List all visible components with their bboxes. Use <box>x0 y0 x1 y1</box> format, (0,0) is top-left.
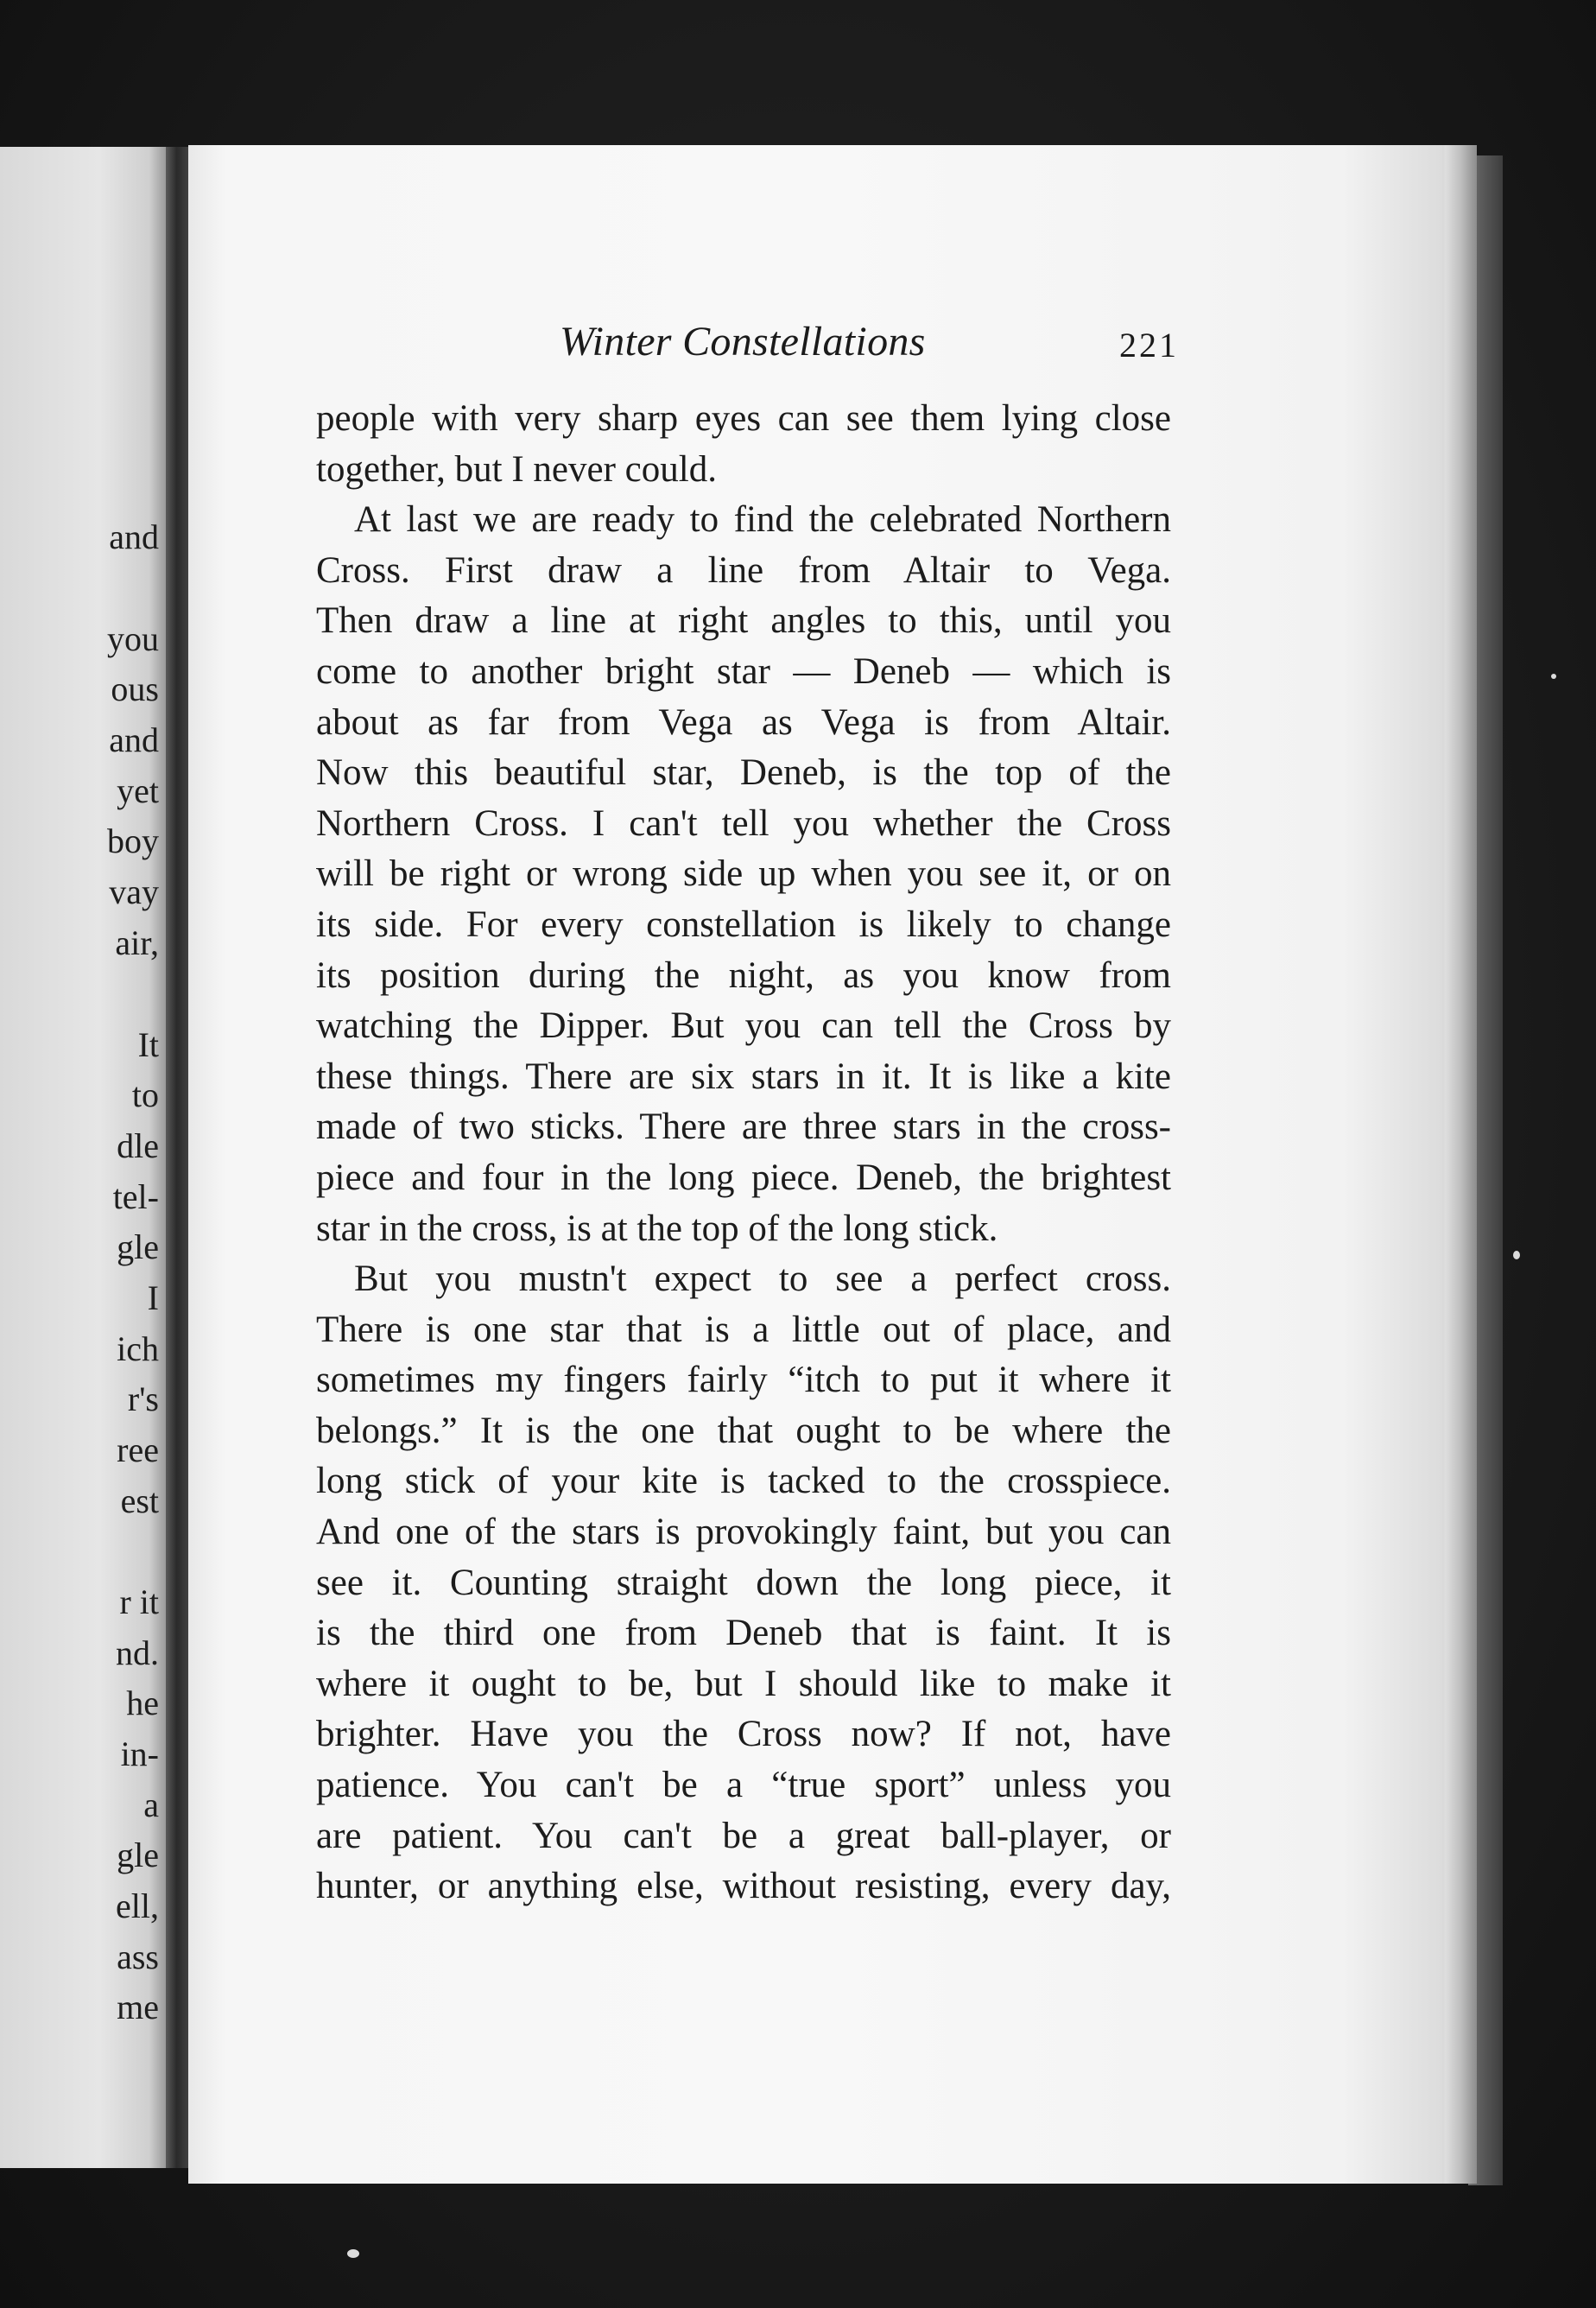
left-page-fragment: nd. <box>116 1633 159 1672</box>
text-line: sometimes my fingers fairly “itch to put it where it <box>316 1360 1171 1401</box>
text-line: long stick of your kite is tacked to the crosspiece. <box>316 1461 1171 1502</box>
text-line: And one of the stars is provokingly faint, but you can <box>316 1512 1171 1553</box>
text-line: patience. You can't be a “true sport” unless you <box>316 1765 1171 1806</box>
left-page-fragment: air, <box>115 923 159 962</box>
text-line: At last we are ready to find the celebrated Northern <box>354 499 1171 541</box>
left-page-fragment: and <box>109 517 159 556</box>
left-page-fragment: in- <box>120 1734 159 1773</box>
text-line: is the third one from Deneb that is faint. It is <box>316 1613 1171 1654</box>
left-page-fragment: boy <box>107 821 159 860</box>
text-line: its position during the night, as you know from <box>316 954 1171 996</box>
left-page-fragment: gle <box>117 1227 159 1266</box>
left-page-fragment: tel- <box>112 1177 159 1216</box>
text-line: Then draw a line at right angles to this, until you <box>316 600 1171 642</box>
text-line: come to another bright star — Deneb — which is <box>316 650 1171 692</box>
page-number: 221 <box>1119 326 1179 365</box>
left-page-fragment: ous <box>111 669 159 708</box>
text-line: will be right or wrong side up when you see it, or on <box>316 853 1171 895</box>
text-line: together, but I never could. <box>316 448 717 490</box>
text-line: where it ought to be, but I should like to make it <box>316 1663 1171 1704</box>
text-line: brighter. Have you the Cross now? If not, have <box>316 1714 1171 1755</box>
left-page-fragment: vay <box>109 872 159 911</box>
text-line: Cross. First draw a line from Altair to Vega. <box>316 549 1171 591</box>
left-page-fragment: est <box>120 1481 159 1520</box>
text-line: about as far from Vega as Vega is from Altair. <box>316 701 1171 743</box>
left-page-fragment: r's <box>127 1379 159 1418</box>
left-page-fragment: you <box>107 619 159 658</box>
book-gutter <box>166 147 190 2168</box>
text-line: But you mustn't expect to see a perfect cross. <box>354 1259 1171 1300</box>
left-page-fragment: a <box>143 1785 159 1824</box>
running-head <box>188 318 1442 370</box>
left-page-fragment: ich <box>117 1329 159 1368</box>
text-line: Now this beautiful star, Deneb, is the top of the <box>316 752 1171 794</box>
left-page-fragment: dle <box>117 1126 159 1165</box>
body-text <box>316 394 1171 1912</box>
text-line: belongs.” It is the one that ought to be where the <box>316 1410 1171 1451</box>
text-line: people with very sharp eyes can see them lying close <box>316 398 1171 439</box>
text-line: made of two sticks. There are three stars in the cross- <box>316 1106 1171 1148</box>
left-page-fragment: to <box>131 1075 159 1114</box>
left-page-fragment: I <box>147 1278 159 1317</box>
text-line: Northern Cross. I can't tell you whether the Cross <box>316 802 1171 844</box>
dust-speck <box>1513 1251 1520 1259</box>
text-line: star in the cross, is at the top of the long stick. <box>316 1208 998 1249</box>
left-page-fragment: and <box>109 720 159 759</box>
left-page-fragment: ree <box>117 1430 159 1469</box>
left-page-fragment: he <box>126 1683 159 1722</box>
left-page-fragment: ell, <box>116 1886 159 1925</box>
left-page-fragment: gle <box>117 1836 159 1874</box>
text-line: piece and four in the long piece. Deneb, the brightest <box>316 1157 1171 1198</box>
left-page-fragment: r it <box>119 1582 159 1621</box>
text-line: its side. For every constellation is likely to change <box>316 904 1171 945</box>
text-line: hunter, or anything else, without resisting, every day, <box>316 1866 1171 1907</box>
text-line: these things. There are six stars in it. It is like a kite <box>316 1056 1171 1097</box>
text-line: are patient. You can't be a great ball-player, or <box>316 1815 1171 1856</box>
text-line: There is one star that is a little out of place, and <box>316 1309 1171 1350</box>
chapter-title: Winter Constellations <box>560 319 926 365</box>
left-page-fragment: me <box>117 1988 159 2026</box>
book-page <box>188 145 1442 2184</box>
left-page-fragment: ass <box>117 1937 159 1976</box>
text-line: watching the Dipper. But you can tell the Cross by <box>316 1005 1171 1047</box>
left-page-fragment: yet <box>117 771 159 810</box>
left-facing-page <box>0 147 166 2168</box>
dust-speck <box>1551 674 1556 679</box>
text-line: see it. Counting straight down the long piece, it <box>316 1562 1171 1603</box>
dust-speck <box>347 2249 359 2258</box>
left-page-fragment: It <box>137 1025 159 1064</box>
